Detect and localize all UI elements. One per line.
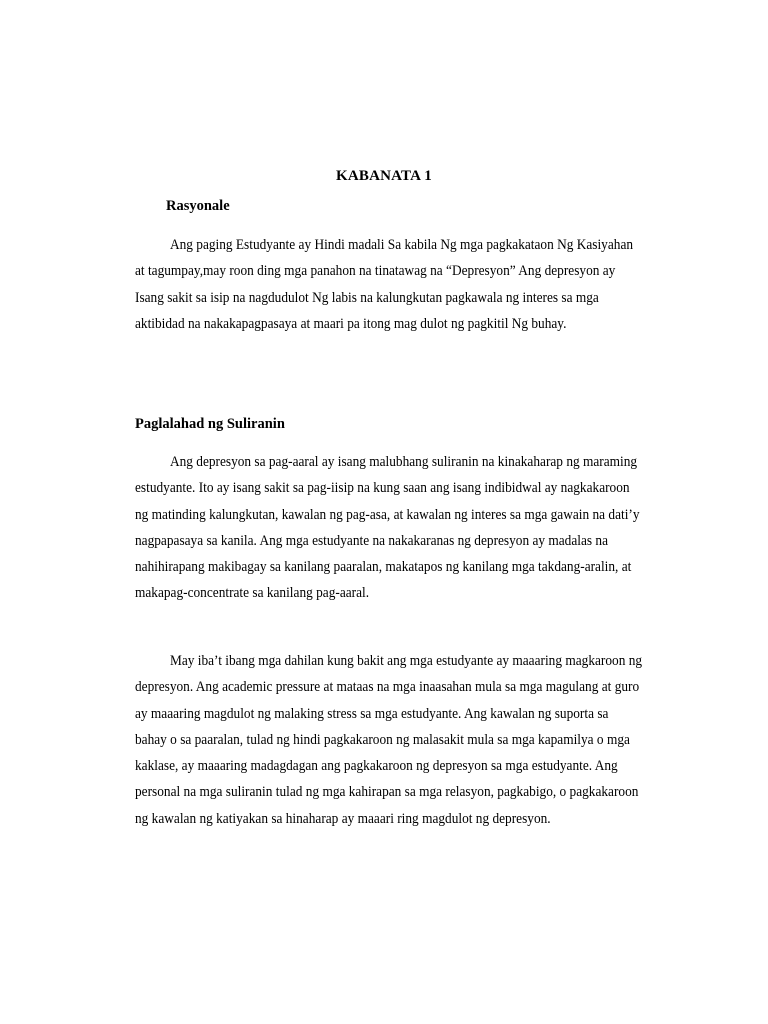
suliranin-paragraph-2: May iba’t ibang mga dahilan kung bakit ang mga estudyante ay maaaring magkaroon ng depresyon. Ang academic pressure at mataas na mga inaasahan mula sa mga magulang at guro ay maaaring magdulot ng malaking stress sa mga estudyante. Ang kawalan ng suporta sa bahay o sa paaralan, tulad ng hindi pagkakaroon ng malasakit mula sa mga kapamilya o mga kaklase, ay maaaring madagdagan ang pagkakaroon ng depresyon sa mga estudyante. Ang personal na mga suliranin tulad ng mga kahirapan sa mga relasyon, pagkabigo, o pagkakaroon ng kawalan ng katiyakan sa hinaharap ay maaari ring magdulot ng depresyon. (135, 653, 643, 827)
suliranin-paragraph-1: Ang depresyon sa pag-aaral ay isang malubhang suliranin na kinakaharap ng maraming estudyante. Ito ay isang sakit sa pag-iisip na kung saan ang isang indibidwal ay nagkakaroon ng matinding kalungkutan, kawalan ng pag-asa, at kawalan ng interes sa mga gawain na dati’y nagpapasaya sa kanila. Ang mga estudyante na nakakaranas ng depresyon ay madalas na nahihirapang makibagay sa kanilang paaralan, makatapos ng kanilang mga takdang-aralin, at makapag-concentrate sa kanilang pag-aaral. (135, 454, 640, 602)
rasyonale-heading: Rasyonale (166, 198, 230, 214)
suliranin-heading: Paglalahad ng Suliranin (135, 416, 285, 432)
rasyonale-paragraph: Ang paging Estudyante ay Hindi madali Sa kabila Ng mga pagkakataon Ng Kasiyahan at tagumpay,may roon ding mga panahon na tinatawag na “Depresyon” Ang depresyon ay Isang sakit sa isip na nagdudulot Ng labis na kalungkutan pagkawala ng interes sa mga aktibidad na nakakapagpasaya at maari pa itong mag dulot ng pagkitil Ng buhay. (135, 237, 634, 332)
chapter-title: KABANATA 1 (335, 168, 433, 184)
